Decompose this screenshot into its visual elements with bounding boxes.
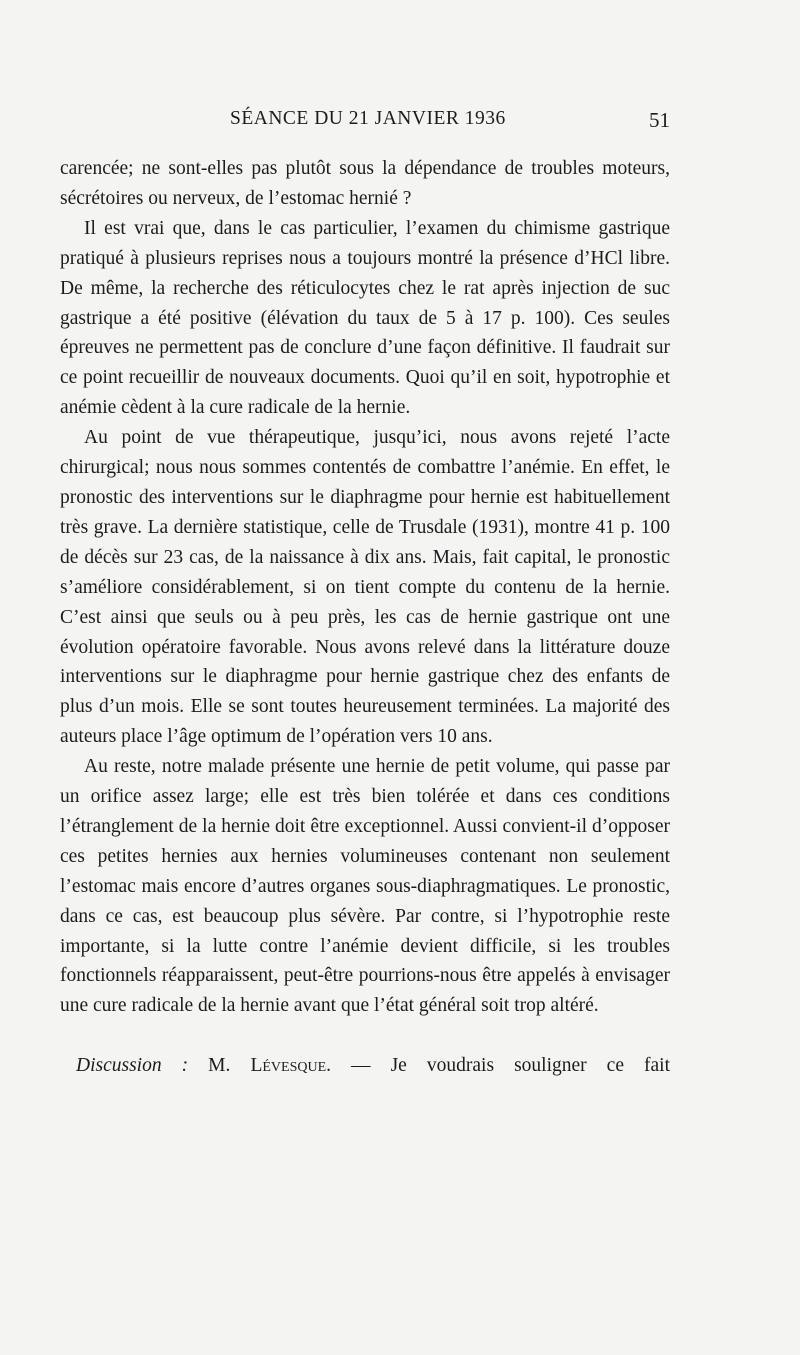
page-number: 51 bbox=[649, 108, 670, 132]
paragraph-3: Au point de vue thérapeutique, jusqu’ici, nous avons rejeté l’acte chirurgical; nous nous sommes contentés de combattre l’anémie. En effet, le pronostic des interventions sur le diaphragme pour hernie est habituellement très grave. La dernière statistique, celle de Trusdale (1931), montre 41 p. 100 de décès sur 23 cas, de la naissance à dix ans. Mais, fait capital, le pronostic s’améliore considérablement, si on tient compte du contenu de la hernie. C’est ainsi que seuls ou à peu près, les cas de hernie gastrique ont une évolution opératoire favorable. Nous avons relevé dans la littérature douze interventions sur le diaphragme pour hernie gastrique chez des enfants de plus d’un mois. Elle se sont toutes heureusement terminées. La majorité des auteurs place l’âge optimum de l’opération vers 10 ans. bbox=[60, 427, 670, 748]
header-title-month: JANVIER bbox=[374, 108, 460, 129]
header-title-year: 1936 bbox=[464, 108, 506, 129]
header-title-prefix: SÉANCE DU bbox=[230, 108, 344, 129]
body-text bbox=[60, 154, 670, 1021]
discussion-text: Je voudrais souligner ce fait bbox=[390, 1055, 671, 1077]
book-page bbox=[60, 108, 670, 1081]
header-title-date: 21 bbox=[348, 108, 370, 129]
discussion-speaker-prefix: M. bbox=[208, 1055, 231, 1077]
paragraph-1: carencée; ne sont-elles pas plutôt sous la dépendance de troubles moteurs, sécrétoires ou nerveux, de l’estomac hernié ? bbox=[60, 158, 670, 209]
discussion-dash: — bbox=[351, 1055, 371, 1077]
paragraph-2: Il est vrai que, dans le cas particulier, l’examen du chimisme gastrique pratiqué à plusieurs reprises nous a toujours montré la présence d’HCl libre. De même, la recherche des réticulocytes chez le rat après injection de suc gastrique a été positive (élévation du taux de 5 à 17 p. 100). Ces seules épreuves ne permettent pas de conclure d’une façon définitive. Il faudrait sur ce point recueillir de nouveaux documents. Quoi qu’il en soit, hypotrophie et anémie cèdent à la cure radicale de la hernie. bbox=[60, 217, 670, 419]
header-title bbox=[230, 108, 506, 130]
paragraph-4: Au reste, notre malade présente une hernie de petit volume, qui passe par un orifice assez large; elle est très bien tolérée et dans ces conditions l’étranglement de la hernie doit être exceptionnel. Aussi convient-il d’opposer ces petites hernies aux hernies volumineuses contenant non seulement l’estomac mais encore d’autres organes sous-diaphragmatiques. Le pronostic, dans ce cas, est beaucoup plus sévère. Par contre, si l’hypotrophie reste importante, si la lutte contre l’anémie devient difficile, si les troubles fonctionnels réapparaissent, peut-être pourrions-nous être appelés à envisager une cure radicale de la hernie avant que l’état général soit trop altéré. bbox=[60, 756, 670, 1017]
discussion-line bbox=[60, 1051, 670, 1081]
discussion-label: Discussion : bbox=[76, 1055, 189, 1077]
discussion-speaker-name: Lévesque. bbox=[250, 1055, 331, 1077]
running-header bbox=[60, 108, 670, 140]
